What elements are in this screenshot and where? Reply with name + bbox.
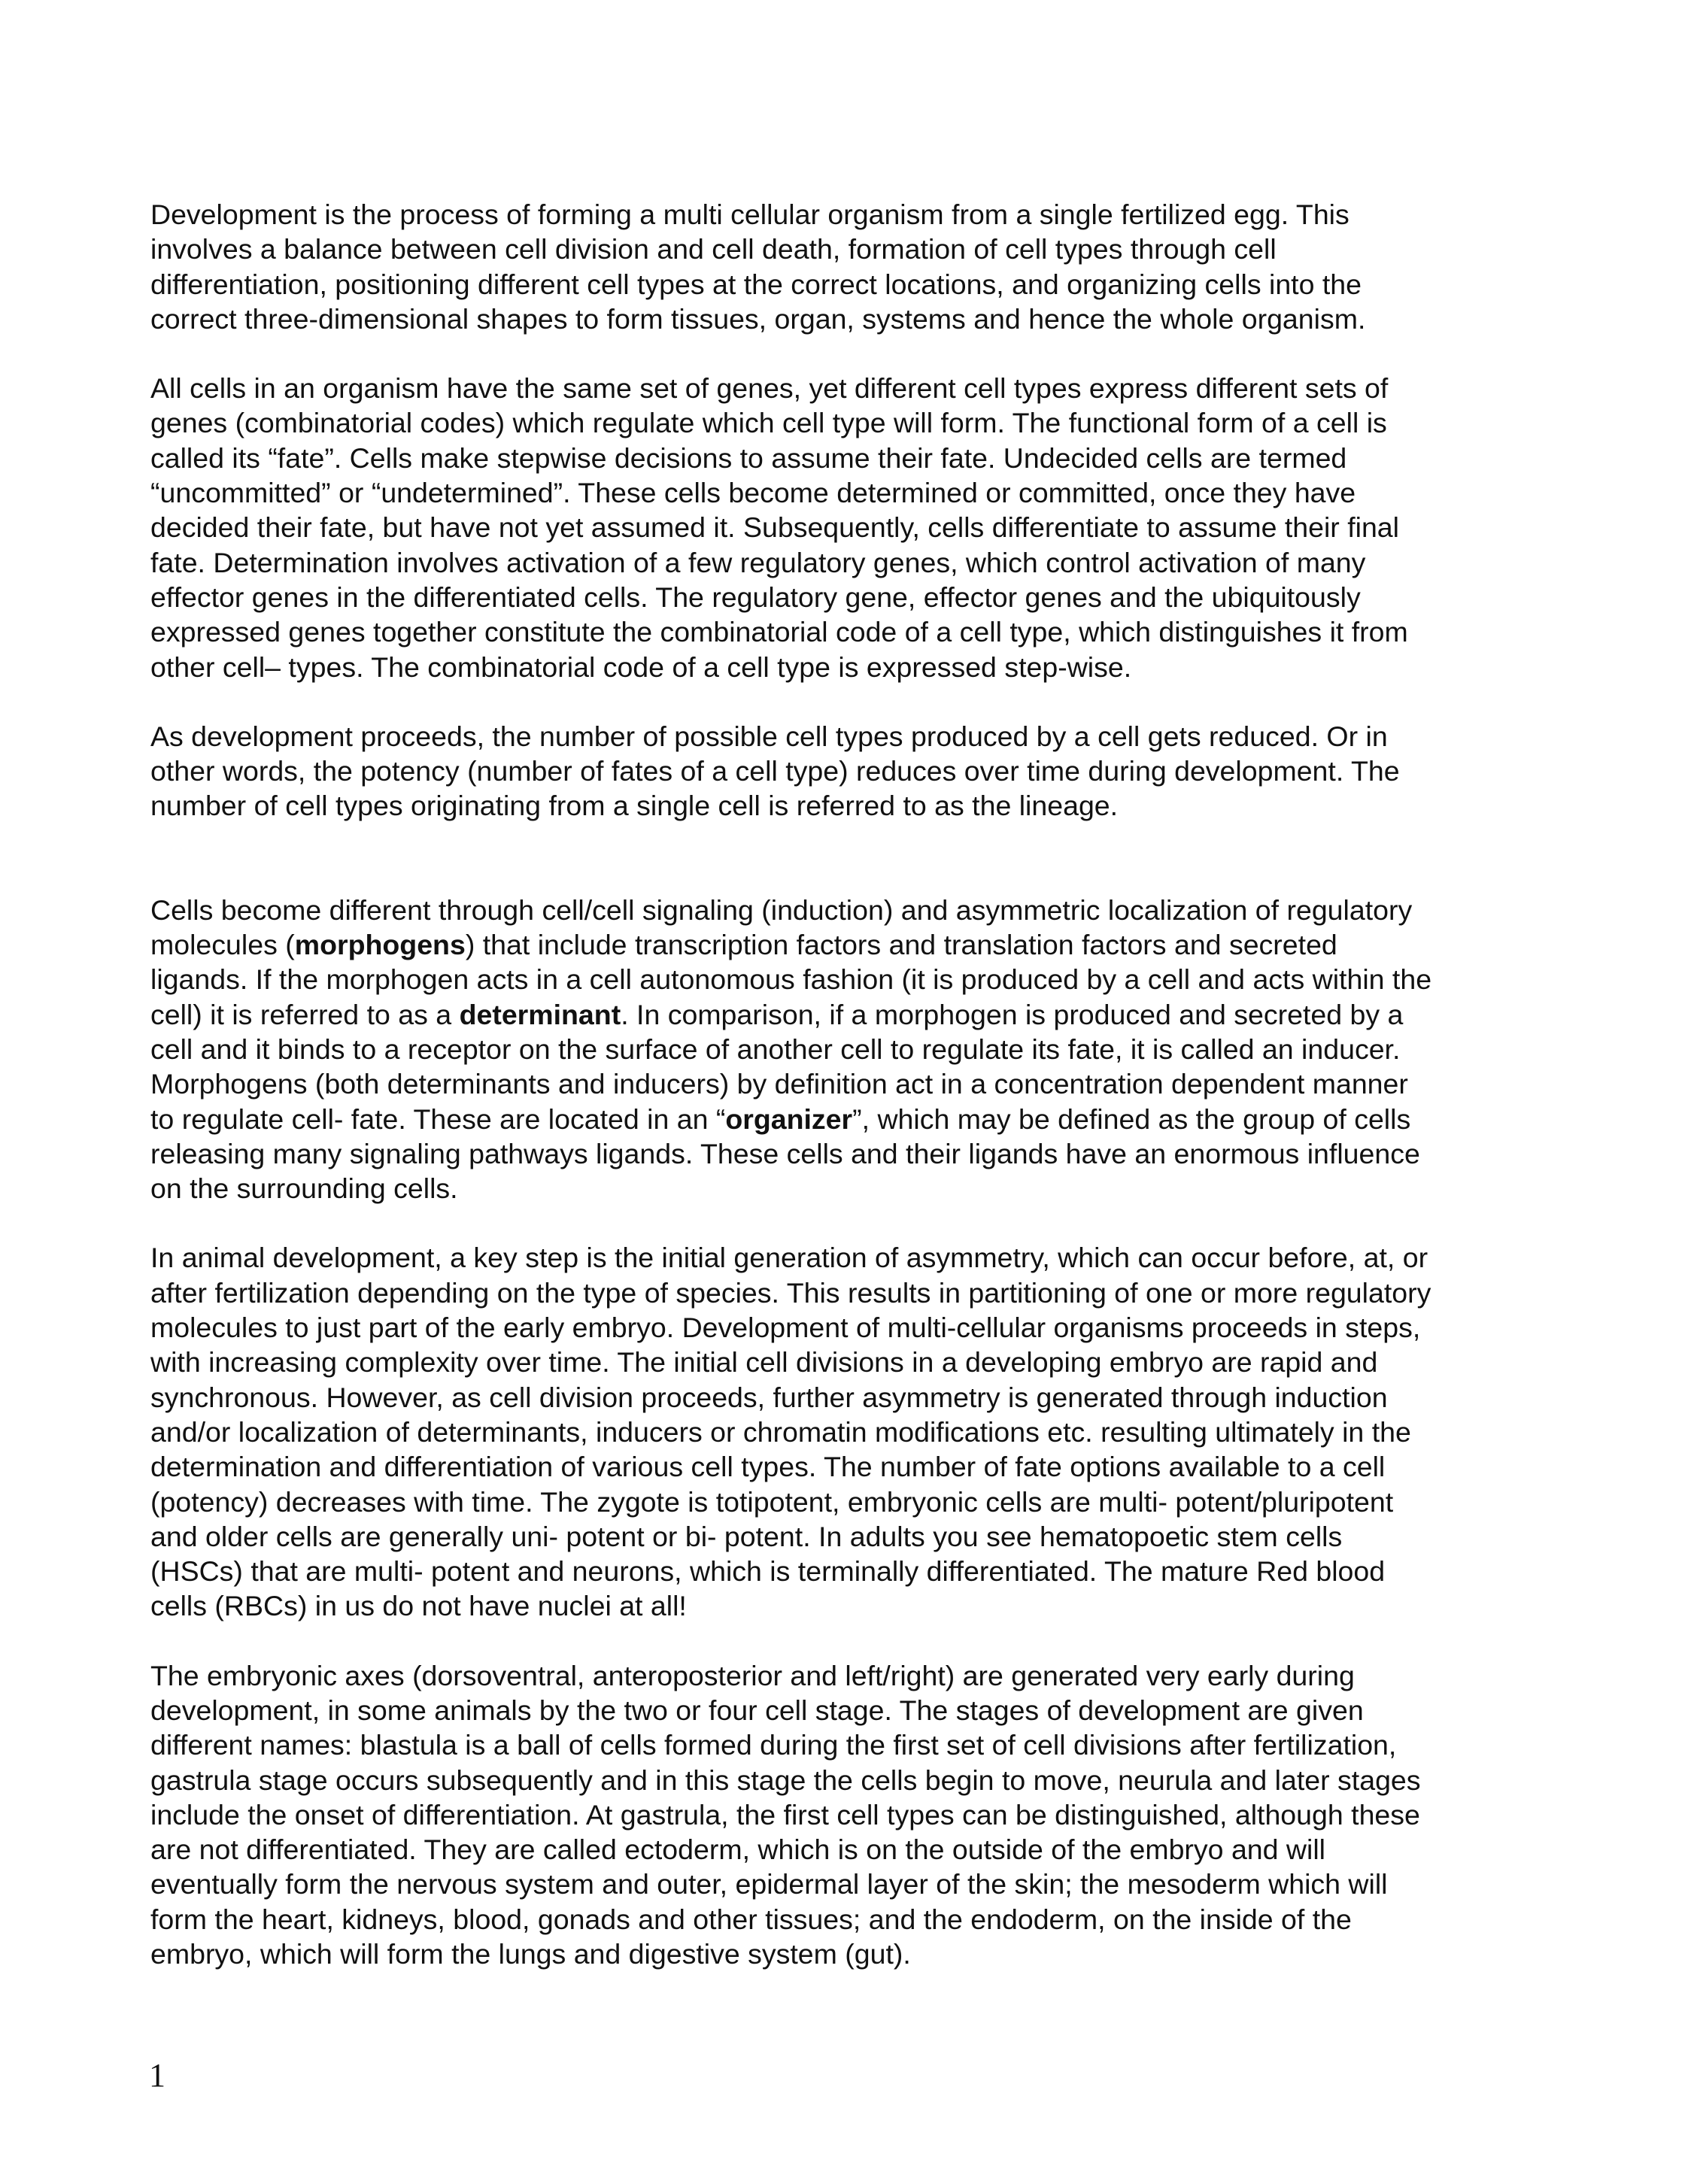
text-line: As development proceeds, the number of possible cell types produced by a cell gets reduced. Or in: [150, 720, 1388, 752]
text-line: embryo, which will form the lungs and digestive system (gut).: [150, 1938, 911, 1970]
text-line: synchronous. However, as cell division proceeds, further asymmetry is generated through induction: [150, 1381, 1388, 1413]
text-line: effector genes in the differentiated cells. The regulatory gene, effector genes and the ubiquitously: [150, 581, 1361, 613]
paragraph-asymmetry: [150, 1240, 1535, 1623]
text-line: with increasing complexity over time. The initial cell divisions in a developing embryo are rapid and: [150, 1346, 1378, 1379]
text-line: determination and differentiation of various cell types. The number of fate options available to a cell: [150, 1451, 1386, 1483]
paragraph-embryonic-axes: [150, 1658, 1535, 1972]
term-organizer: organizer: [725, 1103, 853, 1135]
text-line: decided their fate, but have not yet assumed it. Subsequently, cells differentiate to assume their final: [150, 511, 1399, 544]
text-line: expressed genes together constitute the combinatorial code of a cell type, which distinguishes it from: [150, 616, 1408, 648]
text-line: eventually form the nervous system and outer, epidermal layer of the skin; the mesoderm which will: [150, 1868, 1388, 1900]
text-line: [150, 927, 1535, 962]
paragraph-morphogens: [150, 893, 1535, 1206]
text-line: correct three-dimensional shapes to form tissues, organ, systems and hence the whole organism.: [150, 302, 1366, 335]
text-line: after fertilization depending on the type of species. This results in partitioning of one or more regulatory: [150, 1276, 1431, 1309]
text-line: called its “fate”. Cells make stepwise decisions to assume their fate. Undecided cells are termed: [150, 441, 1347, 474]
term-morphogens: morphogens: [294, 929, 466, 961]
text-line: Cells become different through cell/cell signaling (induction) and asymmetric localization of regulatory: [150, 893, 1413, 926]
text-segment: molecules (: [150, 929, 295, 961]
text-segment: . In comparison, if a morphogen is produced and secreted by a: [621, 998, 1404, 1030]
paragraph-cell-fate: [150, 371, 1535, 684]
text-line: Morphogens (both determinants and inducers) by definition act in a concentration dependent manner: [150, 1068, 1408, 1100]
text-line: In animal development, a key step is the initial generation of asymmetry, which can occur before, at, or: [150, 1242, 1428, 1274]
text-line: differentiation, positioning different cell types at the correct locations, and organizing cells into the: [150, 268, 1362, 300]
text-line: genes (combinatorial codes) which regulate which cell type will form. The functional form of a cell is: [150, 407, 1387, 439]
text-line: cell and it binds to a receptor on the surface of another cell to regulate its fate, it is called an inducer.: [150, 1033, 1401, 1065]
text-line: (HSCs) that are multi- potent and neurons, which is terminally differentiated. The mature Red blood: [150, 1555, 1386, 1588]
text-line: and/or localization of determinants, inducers or chromatin modifications etc. resulting ultimately in the: [150, 1415, 1411, 1448]
text-line: gastrula stage occurs subsequently and in this stage the cells begin to move, neurula and later stages: [150, 1764, 1421, 1796]
text-line: different names: blastula is a ball of cells formed during the first set of cell divisions after fertilization,: [150, 1729, 1397, 1761]
term-determinant: determinant: [459, 998, 621, 1030]
text-segment: ”, which may be defined as the group of cells: [852, 1103, 1411, 1135]
body-text: [150, 197, 1535, 1971]
text-segment: ) that include transcription factors and translation factors and secreted: [465, 929, 1337, 961]
text-segment: to regulate cell- fate. These are located in an “: [150, 1103, 726, 1135]
text-line: ligands. If the morphogen acts in a cell autonomous fashion (it is produced by a cell and acts within the: [150, 963, 1432, 996]
text-segment: cell) it is referred to as a: [150, 998, 460, 1030]
text-line: [150, 997, 1535, 1032]
text-line: involves a balance between cell division and cell death, formation of cell types through cell: [150, 233, 1277, 265]
text-line: (potency) decreases with time. The zygote is totipotent, embryonic cells are multi- potent/pluripotent: [150, 1485, 1394, 1518]
text-line: molecules to just part of the early embryo. Development of multi-cellular organisms proceeds in steps,: [150, 1312, 1421, 1344]
page-number: 1: [149, 2057, 165, 2094]
text-line: fate. Determination involves activation of a few regulatory genes, which control activation of many: [150, 546, 1366, 578]
text-line: “uncommitted” or “undetermined”. These cells become determined or committed, once they have: [150, 477, 1356, 509]
text-line: releasing many signaling pathways ligands. These cells and their ligands have an enormous influence: [150, 1137, 1420, 1169]
paragraph-development-definition: [150, 197, 1535, 336]
text-line: cells (RBCs) in us do not have nuclei at all!: [150, 1590, 687, 1622]
paragraph-potency-lineage: [150, 719, 1535, 824]
text-line: other words, the potency (number of fates of a cell type) reduces over time during development. The: [150, 755, 1400, 787]
text-line: Development is the process of forming a multi cellular organism from a single fertilized egg. This: [150, 199, 1349, 230]
text-line: on the surrounding cells.: [150, 1172, 458, 1205]
text-line: form the heart, kidneys, blood, gonads and other tissues; and the endoderm, on the inside of the: [150, 1903, 1352, 1935]
text-line: and older cells are generally uni- potent or bi- potent. In adults you see hematopoetic stem cells: [150, 1520, 1343, 1552]
text-line: number of cell types originating from a single cell is referred to as the lineage.: [150, 790, 1119, 822]
text-line: other cell– types. The combinatorial code of a cell type is expressed step-wise.: [150, 651, 1132, 683]
text-line: The embryonic axes (dorsoventral, anteroposterior and left/right) are generated very early during: [150, 1659, 1355, 1691]
text-line: All cells in an organism have the same set of genes, yet different cell types express different sets of: [150, 372, 1389, 405]
text-line: include the onset of differentiation. At gastrula, the first cell types can be distinguished, although these: [150, 1798, 1420, 1831]
text-line: are not differentiated. They are called ectoderm, which is on the outside of the embryo and will: [150, 1834, 1325, 1866]
text-line: [150, 1102, 1535, 1136]
text-line: development, in some animals by the two or four cell stage. The stages of development are given: [150, 1694, 1364, 1726]
